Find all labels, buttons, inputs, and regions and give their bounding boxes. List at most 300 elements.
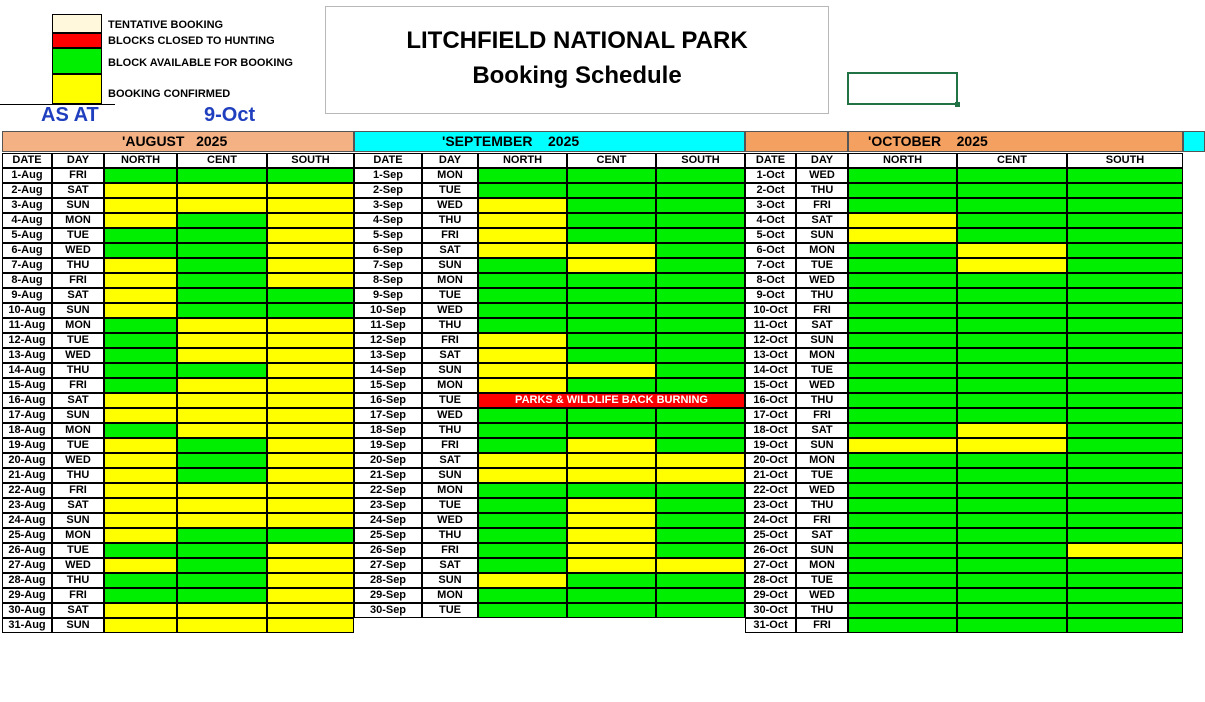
block-status-cent[interactable] (567, 423, 656, 438)
block-status-south[interactable] (267, 183, 354, 198)
date-cell[interactable]: 16-Aug (2, 393, 52, 408)
block-status-south[interactable] (1067, 288, 1183, 303)
block-status-south[interactable] (1067, 393, 1183, 408)
block-status-south[interactable] (267, 498, 354, 513)
block-status-cent[interactable] (567, 513, 656, 528)
block-status-south[interactable] (656, 423, 745, 438)
block-status-north[interactable] (104, 573, 177, 588)
block-status-south[interactable] (267, 483, 354, 498)
block-status-south[interactable] (1067, 348, 1183, 363)
block-status-north[interactable] (848, 243, 957, 258)
block-status-cent[interactable] (177, 288, 267, 303)
block-status-cent[interactable] (177, 588, 267, 603)
block-status-south[interactable] (267, 348, 354, 363)
day-cell[interactable]: FRI (422, 543, 478, 558)
block-status-cent[interactable] (177, 168, 267, 183)
block-status-north[interactable] (848, 573, 957, 588)
day-cell[interactable]: SAT (796, 528, 848, 543)
block-status-cent[interactable] (177, 573, 267, 588)
block-status-south[interactable] (656, 558, 745, 573)
date-cell[interactable]: 20-Aug (2, 453, 52, 468)
block-status-cent[interactable] (177, 498, 267, 513)
block-status-cent[interactable] (567, 573, 656, 588)
date-cell[interactable]: 23-Sep (354, 498, 422, 513)
date-cell[interactable]: 5-Oct (745, 228, 796, 243)
block-status-cent[interactable] (957, 243, 1067, 258)
block-status-south[interactable] (1067, 558, 1183, 573)
date-cell[interactable]: 20-Oct (745, 453, 796, 468)
day-cell[interactable]: SUN (422, 468, 478, 483)
day-cell[interactable]: THU (796, 183, 848, 198)
block-status-south[interactable] (1067, 318, 1183, 333)
block-status-cent[interactable] (177, 438, 267, 453)
block-status-cent[interactable] (177, 258, 267, 273)
day-cell[interactable]: MON (422, 588, 478, 603)
block-status-south[interactable] (267, 588, 354, 603)
date-cell[interactable]: 8-Sep (354, 273, 422, 288)
block-status-north[interactable] (478, 243, 567, 258)
block-status-north[interactable] (848, 408, 957, 423)
block-status-north[interactable] (104, 543, 177, 558)
date-cell[interactable]: 29-Oct (745, 588, 796, 603)
date-cell[interactable]: 17-Oct (745, 408, 796, 423)
block-status-north[interactable] (848, 438, 957, 453)
date-cell[interactable]: 9-Sep (354, 288, 422, 303)
block-status-north[interactable] (848, 333, 957, 348)
date-cell[interactable]: 21-Oct (745, 468, 796, 483)
day-cell[interactable]: SUN (52, 408, 104, 423)
block-status-cent[interactable] (567, 318, 656, 333)
date-cell[interactable]: 10-Aug (2, 303, 52, 318)
block-status-cent[interactable] (567, 348, 656, 363)
day-cell[interactable]: WED (796, 273, 848, 288)
day-cell[interactable]: THU (796, 288, 848, 303)
block-status-cent[interactable] (567, 243, 656, 258)
date-cell[interactable]: 10-Oct (745, 303, 796, 318)
date-cell[interactable]: 19-Oct (745, 438, 796, 453)
block-status-north[interactable] (848, 453, 957, 468)
date-cell[interactable]: 12-Aug (2, 333, 52, 348)
block-status-cent[interactable] (177, 453, 267, 468)
block-status-south[interactable] (656, 183, 745, 198)
date-cell[interactable]: 1-Sep (354, 168, 422, 183)
date-cell[interactable]: 2-Oct (745, 183, 796, 198)
date-cell[interactable]: 13-Aug (2, 348, 52, 363)
block-status-south[interactable] (656, 213, 745, 228)
day-cell[interactable]: THU (52, 468, 104, 483)
date-cell[interactable]: 6-Aug (2, 243, 52, 258)
day-cell[interactable]: THU (422, 318, 478, 333)
date-cell[interactable]: 28-Aug (2, 573, 52, 588)
day-cell[interactable]: WED (52, 243, 104, 258)
day-cell[interactable]: FRI (796, 303, 848, 318)
block-status-north[interactable] (104, 183, 177, 198)
day-cell[interactable]: TUE (422, 183, 478, 198)
block-status-south[interactable] (1067, 603, 1183, 618)
block-status-south[interactable] (267, 198, 354, 213)
block-status-south[interactable] (267, 378, 354, 393)
block-status-north[interactable] (104, 258, 177, 273)
block-status-north[interactable] (478, 438, 567, 453)
block-status-cent[interactable] (177, 393, 267, 408)
day-cell[interactable]: TUE (422, 393, 478, 408)
block-status-north[interactable] (848, 303, 957, 318)
date-cell[interactable]: 30-Aug (2, 603, 52, 618)
day-cell[interactable]: THU (796, 393, 848, 408)
block-status-cent[interactable] (957, 573, 1067, 588)
block-status-south[interactable] (656, 453, 745, 468)
date-cell[interactable]: 18-Oct (745, 423, 796, 438)
block-status-cent[interactable] (957, 333, 1067, 348)
block-status-north[interactable] (848, 603, 957, 618)
day-cell[interactable]: TUE (422, 288, 478, 303)
block-status-cent[interactable] (957, 528, 1067, 543)
block-status-south[interactable] (267, 213, 354, 228)
date-cell[interactable]: 6-Sep (354, 243, 422, 258)
block-status-south[interactable] (1067, 258, 1183, 273)
block-status-cent[interactable] (177, 513, 267, 528)
day-cell[interactable]: MON (422, 378, 478, 393)
block-status-cent[interactable] (567, 228, 656, 243)
block-status-north[interactable] (848, 273, 957, 288)
block-status-cent[interactable] (957, 258, 1067, 273)
block-status-cent[interactable] (567, 453, 656, 468)
block-status-south[interactable] (267, 558, 354, 573)
day-cell[interactable]: SAT (422, 558, 478, 573)
day-cell[interactable]: SAT (796, 318, 848, 333)
date-cell[interactable]: 1-Aug (2, 168, 52, 183)
date-cell[interactable]: 3-Oct (745, 198, 796, 213)
block-status-cent[interactable] (177, 378, 267, 393)
day-cell[interactable]: TUE (422, 498, 478, 513)
block-status-south[interactable] (656, 303, 745, 318)
date-cell[interactable]: 11-Oct (745, 318, 796, 333)
day-cell[interactable]: MON (52, 528, 104, 543)
date-cell[interactable]: 20-Sep (354, 453, 422, 468)
block-status-cent[interactable] (177, 468, 267, 483)
block-status-north[interactable] (104, 498, 177, 513)
block-status-south[interactable] (267, 468, 354, 483)
block-status-north[interactable] (104, 228, 177, 243)
block-status-north[interactable] (478, 558, 567, 573)
block-status-south[interactable] (1067, 363, 1183, 378)
block-status-north[interactable] (104, 588, 177, 603)
date-cell[interactable]: 2-Sep (354, 183, 422, 198)
block-status-north[interactable] (104, 318, 177, 333)
date-cell[interactable]: 15-Aug (2, 378, 52, 393)
block-status-south[interactable] (656, 228, 745, 243)
block-status-north[interactable] (104, 288, 177, 303)
day-cell[interactable]: SUN (52, 198, 104, 213)
day-cell[interactable]: SAT (422, 348, 478, 363)
block-status-south[interactable] (267, 453, 354, 468)
day-cell[interactable]: THU (52, 573, 104, 588)
day-cell[interactable]: WED (796, 378, 848, 393)
block-status-south[interactable] (267, 543, 354, 558)
date-cell[interactable]: 23-Aug (2, 498, 52, 513)
day-cell[interactable]: SAT (52, 498, 104, 513)
block-status-south[interactable] (656, 363, 745, 378)
date-cell[interactable]: 8-Aug (2, 273, 52, 288)
date-cell[interactable]: 2-Aug (2, 183, 52, 198)
day-cell[interactable]: THU (422, 213, 478, 228)
day-cell[interactable]: TUE (422, 603, 478, 618)
block-status-north[interactable] (104, 423, 177, 438)
day-cell[interactable]: FRI (52, 273, 104, 288)
day-cell[interactable]: WED (52, 453, 104, 468)
block-status-north[interactable] (478, 363, 567, 378)
block-status-south[interactable] (656, 528, 745, 543)
day-cell[interactable]: WED (422, 303, 478, 318)
block-status-north[interactable] (104, 603, 177, 618)
block-status-south[interactable] (267, 408, 354, 423)
block-status-north[interactable] (848, 378, 957, 393)
block-status-north[interactable] (478, 453, 567, 468)
day-cell[interactable]: TUE (796, 258, 848, 273)
day-cell[interactable]: FRI (422, 333, 478, 348)
block-status-cent[interactable] (957, 408, 1067, 423)
block-status-south[interactable] (1067, 588, 1183, 603)
date-cell[interactable]: 25-Sep (354, 528, 422, 543)
day-cell[interactable]: SAT (422, 243, 478, 258)
block-status-cent[interactable] (567, 333, 656, 348)
block-status-north[interactable] (848, 618, 957, 633)
fill-handle[interactable] (955, 102, 960, 107)
date-cell[interactable]: 9-Aug (2, 288, 52, 303)
date-cell[interactable]: 9-Oct (745, 288, 796, 303)
block-status-south[interactable] (1067, 303, 1183, 318)
date-cell[interactable]: 4-Sep (354, 213, 422, 228)
block-status-cent[interactable] (567, 213, 656, 228)
day-cell[interactable]: SAT (52, 288, 104, 303)
block-status-south[interactable] (1067, 483, 1183, 498)
day-cell[interactable]: WED (52, 348, 104, 363)
block-status-north[interactable] (848, 348, 957, 363)
date-cell[interactable]: 14-Oct (745, 363, 796, 378)
block-status-south[interactable] (1067, 408, 1183, 423)
block-status-south[interactable] (1067, 168, 1183, 183)
date-cell[interactable]: 10-Sep (354, 303, 422, 318)
block-status-cent[interactable] (957, 303, 1067, 318)
block-status-cent[interactable] (567, 258, 656, 273)
block-status-cent[interactable] (567, 528, 656, 543)
block-status-south[interactable] (267, 288, 354, 303)
block-status-cent[interactable] (957, 603, 1067, 618)
day-cell[interactable]: SUN (422, 363, 478, 378)
block-status-south[interactable] (267, 273, 354, 288)
day-cell[interactable]: MON (422, 168, 478, 183)
block-status-cent[interactable] (567, 408, 656, 423)
block-status-cent[interactable] (177, 318, 267, 333)
day-cell[interactable]: FRI (796, 513, 848, 528)
block-status-cent[interactable] (957, 348, 1067, 363)
block-status-cent[interactable] (177, 198, 267, 213)
date-cell[interactable]: 17-Aug (2, 408, 52, 423)
day-cell[interactable]: WED (796, 588, 848, 603)
block-status-cent[interactable] (177, 303, 267, 318)
day-cell[interactable]: TUE (796, 468, 848, 483)
date-cell[interactable]: 6-Oct (745, 243, 796, 258)
date-cell[interactable]: 22-Oct (745, 483, 796, 498)
block-status-cent[interactable] (957, 558, 1067, 573)
day-cell[interactable]: SAT (796, 213, 848, 228)
date-cell[interactable]: 29-Sep (354, 588, 422, 603)
date-cell[interactable]: 11-Sep (354, 318, 422, 333)
block-status-north[interactable] (104, 333, 177, 348)
date-cell[interactable]: 24-Oct (745, 513, 796, 528)
block-status-south[interactable] (656, 378, 745, 393)
date-cell[interactable]: 22-Aug (2, 483, 52, 498)
block-status-north[interactable] (104, 483, 177, 498)
block-status-north[interactable] (478, 528, 567, 543)
block-status-north[interactable] (478, 378, 567, 393)
date-cell[interactable]: 26-Oct (745, 543, 796, 558)
block-status-north[interactable] (848, 183, 957, 198)
block-status-north[interactable] (478, 228, 567, 243)
block-status-north[interactable] (848, 513, 957, 528)
block-status-north[interactable] (104, 198, 177, 213)
block-status-cent[interactable] (177, 618, 267, 633)
block-status-south[interactable] (656, 408, 745, 423)
block-status-north[interactable] (848, 213, 957, 228)
date-cell[interactable]: 27-Aug (2, 558, 52, 573)
block-status-south[interactable] (267, 318, 354, 333)
block-status-south[interactable] (267, 393, 354, 408)
block-status-cent[interactable] (957, 588, 1067, 603)
block-status-north[interactable] (848, 288, 957, 303)
block-status-cent[interactable] (177, 363, 267, 378)
block-status-cent[interactable] (177, 333, 267, 348)
block-status-north[interactable] (104, 618, 177, 633)
date-cell[interactable]: 24-Sep (354, 513, 422, 528)
block-status-north[interactable] (478, 318, 567, 333)
day-cell[interactable]: SUN (796, 438, 848, 453)
date-cell[interactable]: 16-Oct (745, 393, 796, 408)
day-cell[interactable]: WED (422, 198, 478, 213)
block-status-cent[interactable] (957, 453, 1067, 468)
block-status-cent[interactable] (177, 483, 267, 498)
block-status-north[interactable] (104, 213, 177, 228)
date-cell[interactable]: 5-Aug (2, 228, 52, 243)
day-cell[interactable]: MON (52, 318, 104, 333)
block-status-cent[interactable] (177, 543, 267, 558)
block-status-north[interactable] (848, 558, 957, 573)
day-cell[interactable]: SAT (52, 183, 104, 198)
block-status-cent[interactable] (567, 558, 656, 573)
block-status-south[interactable] (656, 198, 745, 213)
block-status-cent[interactable] (957, 378, 1067, 393)
block-status-north[interactable] (478, 288, 567, 303)
block-status-south[interactable] (1067, 438, 1183, 453)
block-status-south[interactable] (656, 243, 745, 258)
date-cell[interactable]: 14-Sep (354, 363, 422, 378)
date-cell[interactable]: 19-Sep (354, 438, 422, 453)
date-cell[interactable]: 28-Oct (745, 573, 796, 588)
block-status-south[interactable] (656, 273, 745, 288)
block-status-north[interactable] (848, 483, 957, 498)
block-status-north[interactable] (478, 333, 567, 348)
day-cell[interactable]: FRI (52, 483, 104, 498)
back-burning-notice[interactable]: PARKS & WILDLIFE BACK BURNING (478, 393, 745, 408)
block-status-cent[interactable] (957, 273, 1067, 288)
block-status-north[interactable] (478, 603, 567, 618)
block-status-south[interactable] (656, 438, 745, 453)
date-cell[interactable]: 15-Oct (745, 378, 796, 393)
day-cell[interactable]: SUN (796, 228, 848, 243)
day-cell[interactable]: TUE (52, 228, 104, 243)
date-cell[interactable]: 26-Sep (354, 543, 422, 558)
block-status-north[interactable] (478, 258, 567, 273)
block-status-north[interactable] (104, 168, 177, 183)
block-status-north[interactable] (104, 528, 177, 543)
block-status-cent[interactable] (567, 363, 656, 378)
block-status-south[interactable] (1067, 243, 1183, 258)
date-cell[interactable]: 22-Sep (354, 483, 422, 498)
day-cell[interactable]: TUE (796, 573, 848, 588)
date-cell[interactable]: 23-Oct (745, 498, 796, 513)
block-status-cent[interactable] (567, 288, 656, 303)
block-status-south[interactable] (267, 363, 354, 378)
block-status-north[interactable] (104, 348, 177, 363)
date-cell[interactable]: 3-Aug (2, 198, 52, 213)
block-status-north[interactable] (478, 168, 567, 183)
block-status-north[interactable] (848, 168, 957, 183)
block-status-cent[interactable] (957, 198, 1067, 213)
block-status-cent[interactable] (567, 168, 656, 183)
block-status-south[interactable] (267, 228, 354, 243)
block-status-north[interactable] (848, 543, 957, 558)
block-status-north[interactable] (104, 243, 177, 258)
date-cell[interactable]: 5-Sep (354, 228, 422, 243)
block-status-north[interactable] (104, 273, 177, 288)
day-cell[interactable]: FRI (52, 378, 104, 393)
date-cell[interactable]: 21-Sep (354, 468, 422, 483)
day-cell[interactable]: MON (796, 558, 848, 573)
block-status-south[interactable] (1067, 453, 1183, 468)
block-status-south[interactable] (656, 348, 745, 363)
day-cell[interactable]: SUN (796, 543, 848, 558)
selected-cell[interactable] (847, 72, 958, 105)
day-cell[interactable]: SAT (52, 603, 104, 618)
block-status-north[interactable] (104, 438, 177, 453)
block-status-south[interactable] (267, 168, 354, 183)
block-status-cent[interactable] (567, 438, 656, 453)
block-status-south[interactable] (267, 423, 354, 438)
date-cell[interactable]: 13-Oct (745, 348, 796, 363)
day-cell[interactable]: THU (796, 603, 848, 618)
block-status-south[interactable] (1067, 543, 1183, 558)
block-status-south[interactable] (1067, 183, 1183, 198)
date-cell[interactable]: 25-Aug (2, 528, 52, 543)
date-cell[interactable]: 18-Aug (2, 423, 52, 438)
block-status-north[interactable] (478, 198, 567, 213)
block-status-cent[interactable] (957, 543, 1067, 558)
day-cell[interactable]: TUE (52, 438, 104, 453)
day-cell[interactable]: FRI (422, 438, 478, 453)
block-status-cent[interactable] (567, 378, 656, 393)
block-status-south[interactable] (267, 303, 354, 318)
day-cell[interactable]: SUN (52, 618, 104, 633)
block-status-cent[interactable] (957, 498, 1067, 513)
block-status-north[interactable] (104, 408, 177, 423)
block-status-south[interactable] (267, 528, 354, 543)
date-cell[interactable]: 8-Oct (745, 273, 796, 288)
block-status-cent[interactable] (567, 273, 656, 288)
block-status-north[interactable] (104, 393, 177, 408)
block-status-north[interactable] (104, 558, 177, 573)
day-cell[interactable]: TUE (52, 333, 104, 348)
block-status-south[interactable] (656, 498, 745, 513)
